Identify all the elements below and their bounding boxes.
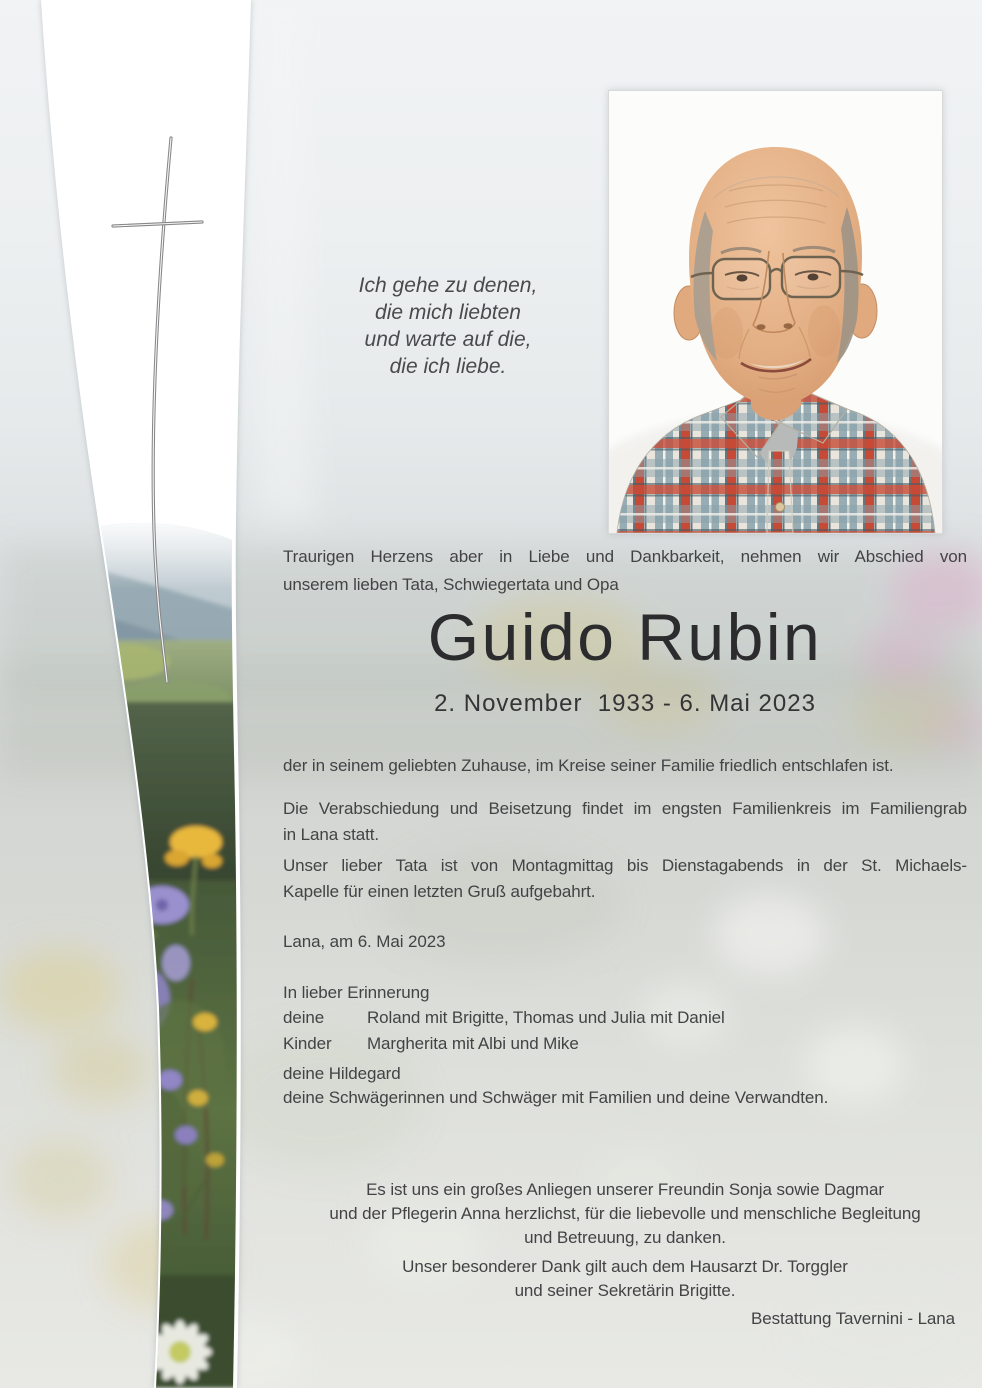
memorial-quote [287,272,609,380]
children-names [367,1005,967,1057]
elderly-man-portrait [609,91,942,533]
thanks-paragraph-2 [283,1255,967,1303]
place-date-line: Lana, am 6. Mai 2023 [283,932,446,951]
children-names-line-2: Margherita mit Albi und Mike [367,1034,579,1053]
thanks-line-4: Unser besonderer Dank gilt auch dem Hausarzt Dr. Torggler [402,1257,848,1276]
burial-line-1: Die Verabschiedung und Beisetzung findet im engsten Familienkreis im Familiengrab [283,799,967,818]
laying-out-line-2: Kapelle für einen letzten Gruß aufgebahrt. [283,882,596,901]
quote-line: Ich gehe zu denen, [358,274,538,297]
thanks-line-2: und der Pflegerin Anna herzlichst, für die liebevolle und menschliche Begleitung [329,1204,921,1223]
burial-paragraph [283,796,967,848]
thanks-line-5: und seiner Sekretärin Brigitte. [514,1281,736,1300]
life-dates: 2. November 1933 - 6. Mai 2023 [434,690,816,717]
quote-line: die mich liebten [375,301,521,324]
deceased-name: Guido Rubin [427,600,823,674]
intro-paragraph [283,543,967,599]
memory-heading: In lieber Erinnerung [283,983,430,1002]
funeral-home-credit: Bestattung Tavernini - Lana [751,1309,955,1328]
passing-sentence: der in seinem geliebten Zuhause, im Kreise seiner Familie friedlich entschlafen ist. [283,756,894,775]
thanks-paragraph-1 [283,1178,967,1250]
relatives-line: deine Schwägerinnen und Schwäger mit Familien und deine Verwandten. [283,1088,829,1107]
alpine-meadow-strip [70,510,245,1388]
thanks-line-1: Es ist uns ein großes Anliegen unserer Freundin Sonja sowie Dagmar [366,1180,884,1199]
laying-out-paragraph [283,853,967,905]
quote-line: und warte auf die, [364,328,532,351]
portrait-photo [608,90,943,534]
quote-line: die ich liebe. [389,355,507,378]
shirt-button [776,503,785,512]
thanks-line-3: und Betreuung, zu danken. [524,1228,726,1247]
children-row [283,1005,967,1057]
wife-line: deine Hildegard [283,1064,401,1083]
intro-line-2: unserem lieben Tata, Schwiegertata und Opa [283,575,619,594]
children-label: deine Kinder [283,1008,332,1053]
children-names-line-1: Roland mit Brigitte, Thomas und Julia mit Daniel [367,1008,725,1027]
laying-out-line-1: Unser lieber Tata ist von Montagmittag bis Dienstagabends in der St. Michaels- [283,856,967,875]
burial-line-2: in Lana statt. [283,825,379,844]
intro-line-1: Traurigen Herzens aber in Liebe und Dankbarkeit, nehmen wir Abschied von [283,547,967,566]
